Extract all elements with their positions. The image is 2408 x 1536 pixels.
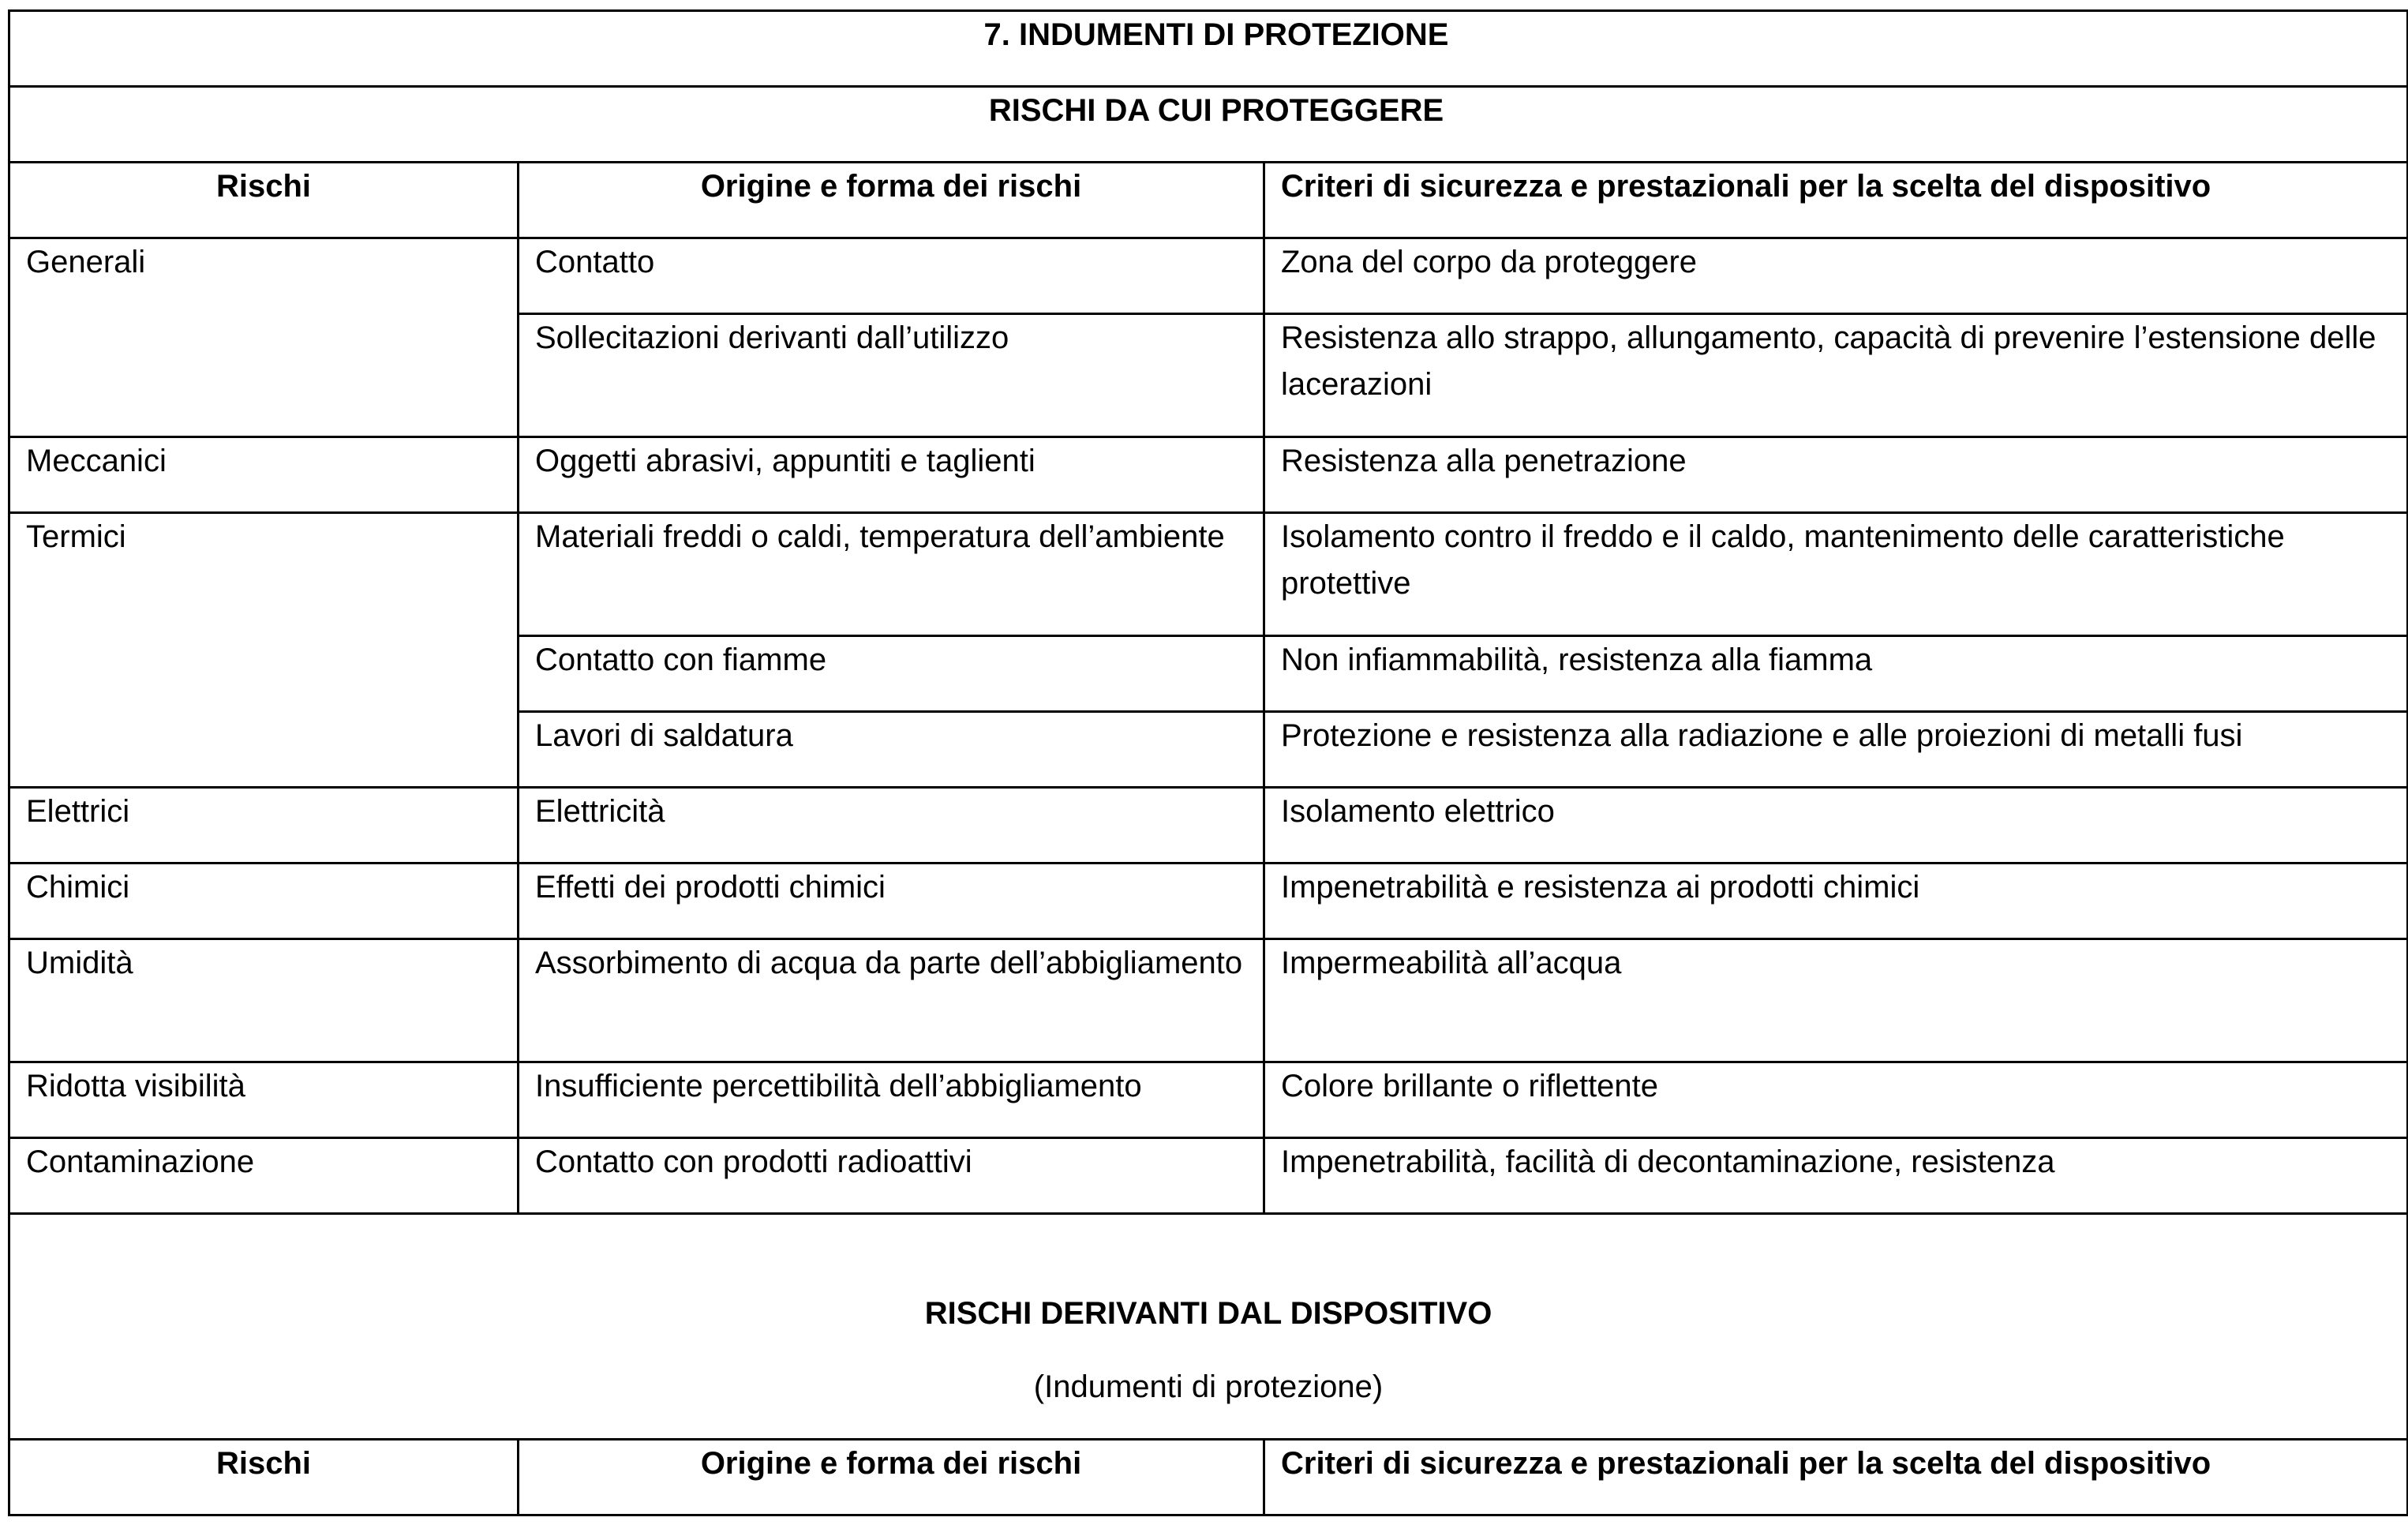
risk-cell: Chimici: [9, 864, 519, 939]
criteria-cell: Impermeabilità all’acqua: [1264, 939, 2408, 1062]
table-row: [9, 513, 2408, 636]
section2-column-header-row: [9, 1440, 2408, 1515]
column-header-criteri: Criteri di sicurezza e prestazionali per la scelta del dispositivo: [1264, 1440, 2408, 1515]
criteria-cell: Isolamento contro il freddo e il caldo, mantenimento delle caratteristiche protettive: [1264, 513, 2408, 636]
table-row: [9, 864, 2408, 939]
origin-cell: Contatto: [519, 238, 1264, 314]
section2-heading-row: [9, 1214, 2408, 1440]
table-row: [9, 788, 2408, 864]
criteria-cell: Impenetrabilità e resistenza ai prodotti chimici: [1264, 864, 2408, 939]
section1-column-header-row: [9, 163, 2408, 238]
criteria-cell: Isolamento elettrico: [1264, 788, 2408, 864]
table-title-row: [9, 11, 2408, 87]
table-row: [9, 437, 2408, 513]
origin-cell: Contatto con fiamme: [519, 636, 1264, 712]
table-row: [9, 1138, 2408, 1214]
criteria-cell: Non infiammabilità, resistenza alla fiamma: [1264, 636, 2408, 712]
origin-cell: Lavori di saldatura: [519, 712, 1264, 788]
criteria-cell: Resistenza allo strappo, allungamento, capacità di prevenire l’estensione delle lacerazioni: [1264, 314, 2408, 437]
criteria-cell: Impenetrabilità, facilità di decontaminazione, resistenza: [1264, 1138, 2408, 1214]
column-header-rischi: Rischi: [9, 163, 519, 238]
section1-heading: RISCHI DA CUI PROTEGGERE: [9, 87, 2408, 163]
origin-cell: Contatto con prodotti radioattivi: [519, 1138, 1264, 1214]
origin-cell: Oggetti abrasivi, appuntiti e taglienti: [519, 437, 1264, 513]
section2-heading-cell: [9, 1214, 2408, 1440]
column-header-criteri: Criteri di sicurezza e prestazionali per la scelta del dispositivo: [1264, 163, 2408, 238]
origin-cell: Insufficiente percettibilità dell’abbigliamento: [519, 1062, 1264, 1138]
origin-cell: Sollecitazioni derivanti dall’utilizzo: [519, 314, 1264, 437]
criteria-cell: Zona del corpo da proteggere: [1264, 238, 2408, 314]
section2-heading: RISCHI DERIVANTI DAL DISPOSITIVO: [924, 1296, 1492, 1331]
risk-cell: Ridotta visibilità: [9, 1062, 519, 1138]
table-title: 7. INDUMENTI DI PROTEZIONE: [9, 11, 2408, 87]
origin-cell: Effetti dei prodotti chimici: [519, 864, 1264, 939]
criteria-cell: Resistenza alla penetrazione: [1264, 437, 2408, 513]
section1-heading-row: [9, 87, 2408, 163]
risk-cell: Meccanici: [9, 437, 519, 513]
section2-subheading: (Indumenti di protezione): [1033, 1369, 1384, 1404]
table-row: [9, 238, 2408, 314]
risk-cell: Contaminazione: [9, 1138, 519, 1214]
criteria-cell: Colore brillante o riflettente: [1264, 1062, 2408, 1138]
risk-cell: Generali: [9, 238, 519, 437]
column-header-origine: Origine e forma dei rischi: [519, 163, 1264, 238]
column-header-origine: Origine e forma dei rischi: [519, 1440, 1264, 1515]
risk-cell: Umidità: [9, 939, 519, 1062]
table-row: [9, 1062, 2408, 1138]
risk-cell: Elettrici: [9, 788, 519, 864]
origin-cell: Elettricità: [519, 788, 1264, 864]
risk-cell: Termici: [9, 513, 519, 788]
document-page: [8, 9, 2408, 1530]
column-header-rischi: Rischi: [9, 1440, 519, 1515]
origin-cell: Materiali freddi o caldi, temperatura dell’ambiente: [519, 513, 1264, 636]
table-row: [9, 939, 2408, 1062]
criteria-cell: Protezione e resistenza alla radiazione e alle proiezioni di metalli fusi: [1264, 712, 2408, 788]
ppe-table: [8, 9, 2408, 1516]
origin-cell: Assorbimento di acqua da parte dell’abbigliamento: [519, 939, 1264, 1062]
